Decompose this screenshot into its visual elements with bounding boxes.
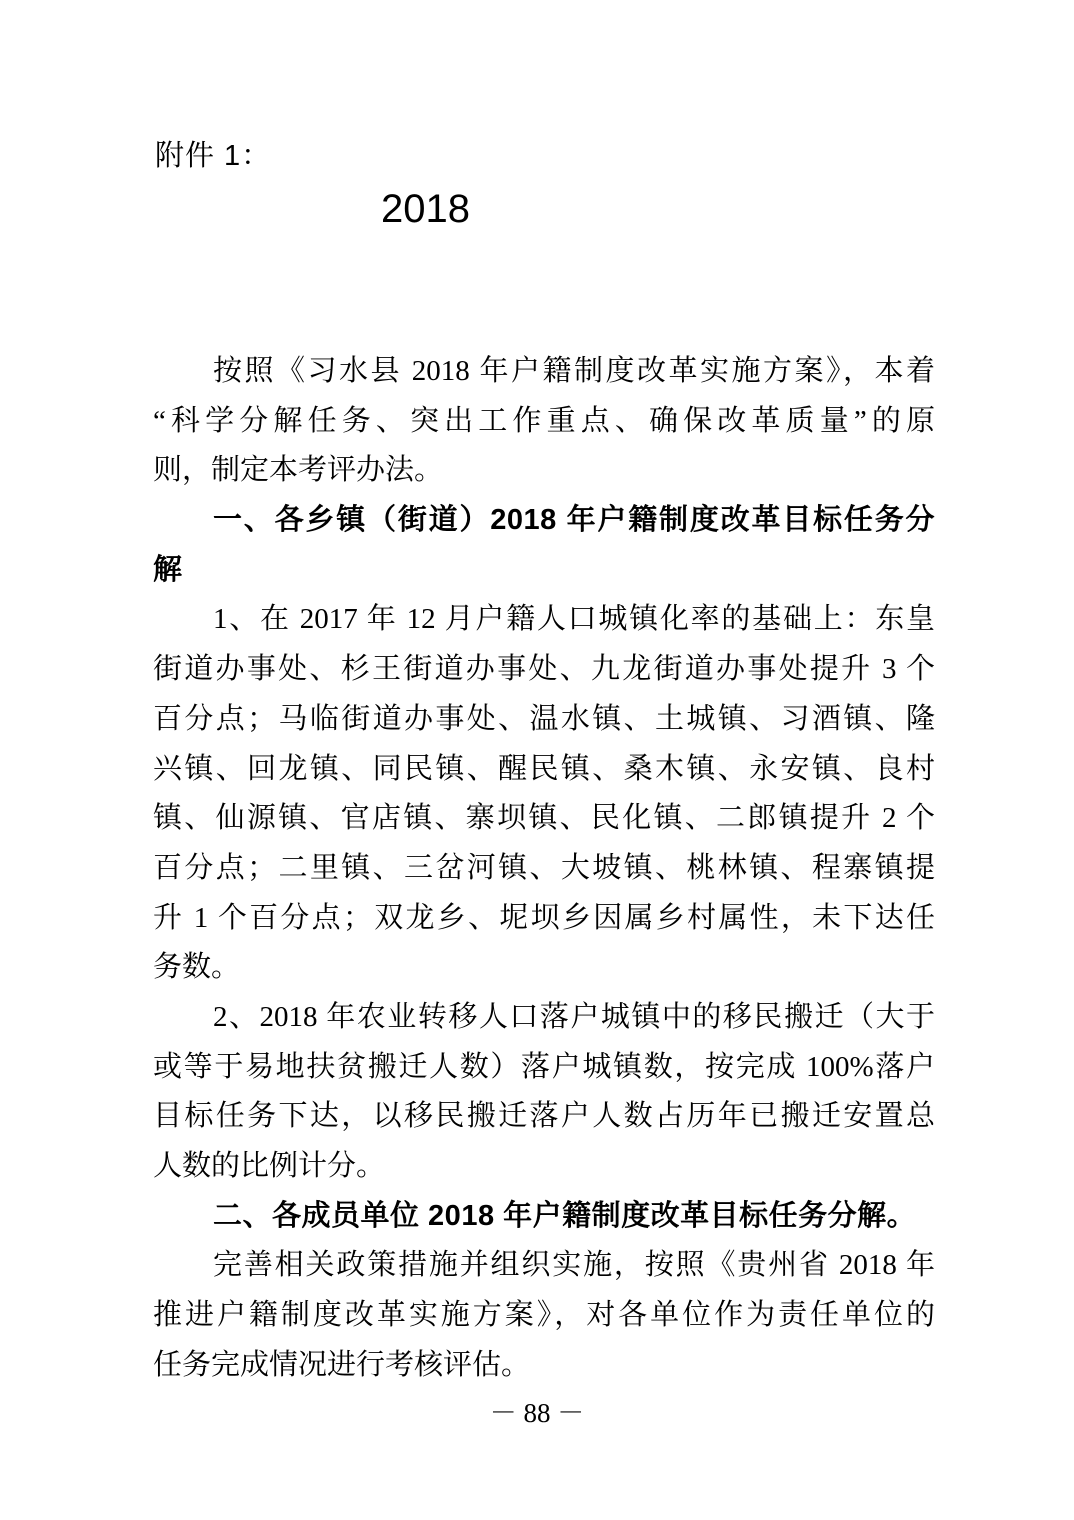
paragraph-line: 2、2018 年农业转移人口落户城镇中的移民搬迁（大于: [213, 1000, 935, 1033]
page-number: － 88 －: [489, 1398, 585, 1428]
paragraph-line: 目标任务下达，以移民搬迁落户人数占历年已搬迁安置总: [153, 1100, 935, 1133]
section-heading-line: 解: [153, 553, 183, 586]
paragraph-line: 升 1 个百分点；双龙乡、坭坝乡因属乡村属性，未下达任: [153, 901, 935, 934]
paragraph-line: 百分点；二里镇、三岔河镇、大坡镇、桃林镇、程寨镇提: [153, 851, 935, 884]
paragraph-line: 或等于易地扶贫搬迁人数）落户城镇数，按完成 100%落户: [153, 1050, 935, 1083]
paragraph-line: 街道办事处、杉王街道办事处、九龙街道办事处提升 3 个: [153, 653, 935, 686]
paragraph-line: 1、在 2017 年 12 月户籍人口城镇化率的基础上：东皇: [213, 603, 935, 636]
paragraph-line: 镇、仙源镇、官店镇、寨坝镇、民化镇、二郎镇提升 2 个: [153, 802, 935, 835]
section-heading-line: 二、各成员单位 2018 年户籍制度改革目标任务分解。: [213, 1199, 917, 1232]
document-body: [153, 347, 935, 1390]
paragraph-line: 则，制定本考评办法。: [153, 454, 444, 487]
paragraph-line: 百分点；马临街道办事处、温水镇、土城镇、习酒镇、隆: [153, 702, 935, 735]
attachment-label: 附件 1：: [155, 140, 272, 172]
paragraph-line: 任务完成情况进行考核评估。: [153, 1348, 531, 1381]
paragraph-line: 务数。: [153, 951, 241, 984]
paragraph-line: 推进户籍制度改革实施方案》，对各单位作为责任单位的: [153, 1299, 935, 1332]
paragraph-line: 按照《习水县 2018 年户籍制度改革实施方案》，本着: [213, 355, 935, 387]
section-heading-line: 一、各乡镇（街道）2018 年户籍制度改革目标任务分: [213, 504, 935, 537]
paragraph-line: 兴镇、回龙镇、同民镇、醒民镇、桑木镇、永安镇、良村: [153, 752, 935, 785]
paragraph-line: 人数的比例计分。: [153, 1150, 386, 1182]
paragraph-line: 完善相关政策措施并组织实施，按照《贵州省 2018 年: [213, 1249, 935, 1282]
document-title: 2018: [381, 187, 470, 231]
paragraph-line: “科学分解任务、突出工作重点、确保改革质量”的原: [153, 404, 935, 437]
